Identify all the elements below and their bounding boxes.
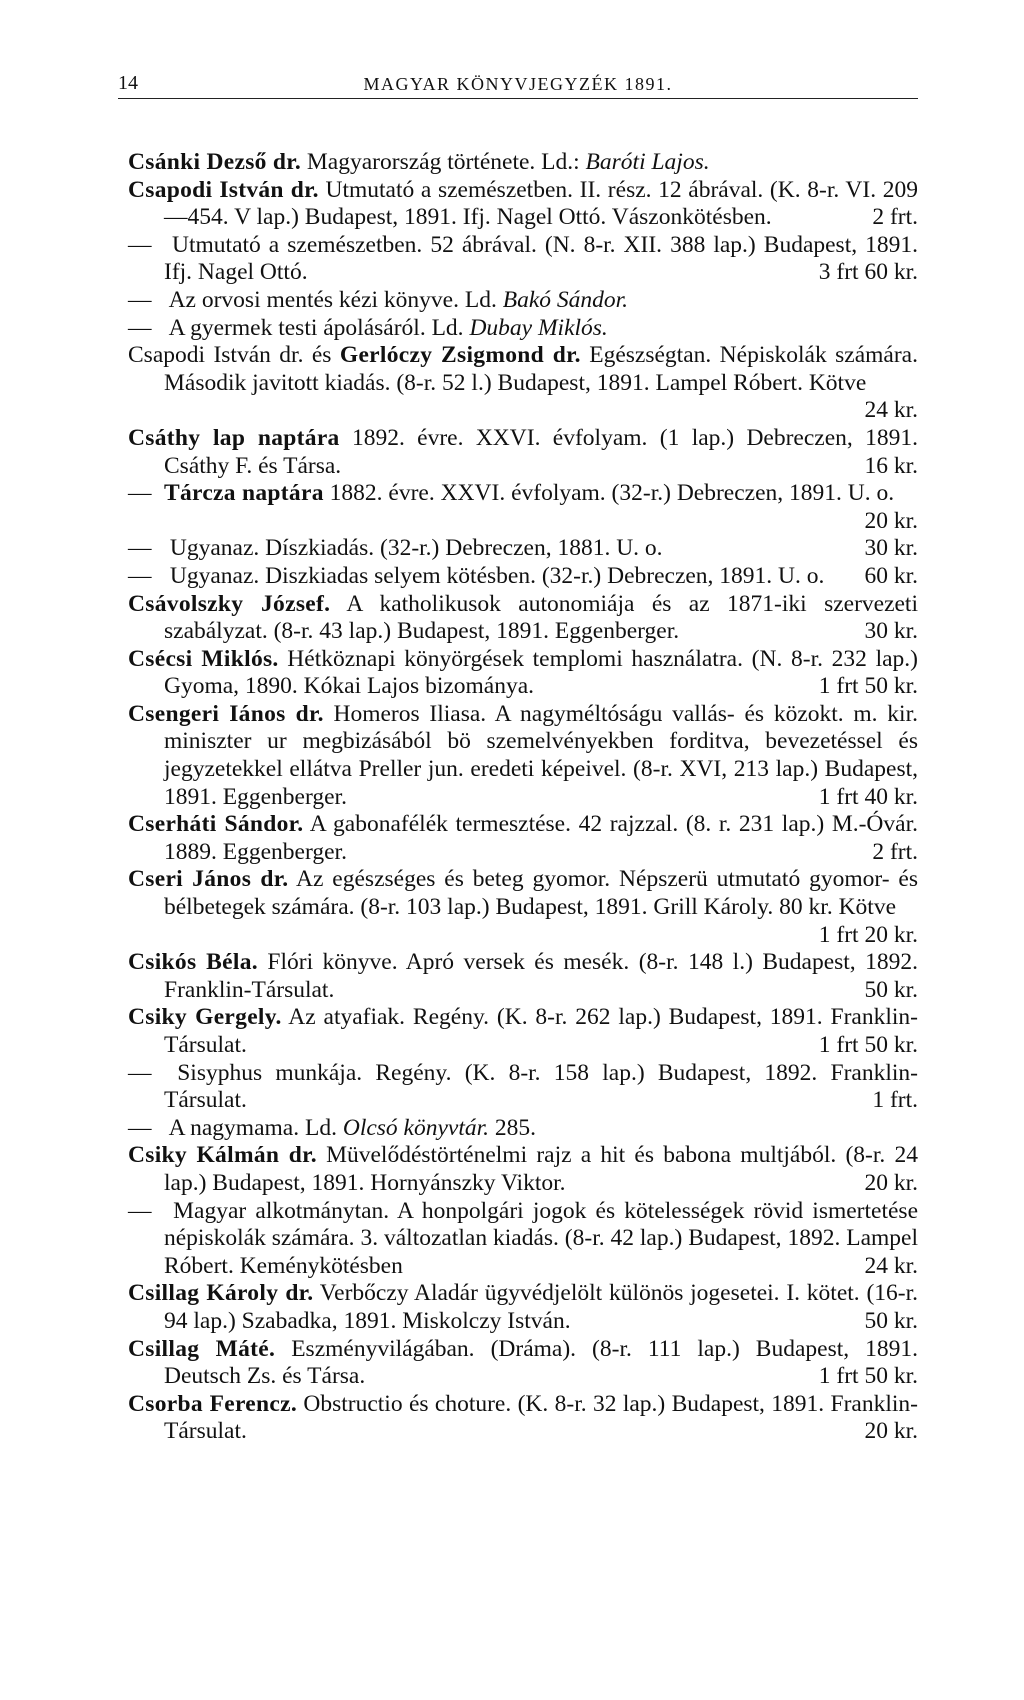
- repeat-dash: —: [128, 562, 152, 589]
- entry-author: Csapodi István dr.: [128, 342, 304, 369]
- list-item: [128, 1198, 918, 1281]
- entry-price: 60 kr.: [864, 562, 918, 589]
- entry-reference: Olcsó könyvtár.: [342, 1114, 490, 1141]
- entry-text: Flóri könyve. Apró versek és mesék. (8-r. 148 l.) Budapest, 1892. Franklin-Társulat.: [164, 949, 919, 1003]
- list-item: [128, 1336, 918, 1391]
- list-item: [128, 1280, 918, 1335]
- entry-text: Az atyafiak. Regény. (K. 8-r. 262 lap.) Budapest, 1891. Franklin-Társulat.: [164, 1004, 918, 1058]
- running-head: [118, 58, 918, 99]
- entry-author: Csorba Ferencz.: [128, 1390, 298, 1417]
- entry-text: Utmutató a szemészetben. 52 ábrával. (N. 8-r. XII. 388 lap.) Budapest, 1891. Ifj. Nagel Ottó.: [164, 231, 918, 286]
- entry-author: Csapodi István dr.: [128, 176, 319, 203]
- list-item: [128, 1060, 918, 1115]
- entry-text: Obstructio és choture. (K. 8-r. 32 lap.) Budapest, 1891. Franklin-Társulat.: [164, 1390, 918, 1445]
- entry-price: 1 frt 40 kr.: [818, 783, 918, 810]
- entry-author: Csiky Gergely.: [128, 1004, 282, 1031]
- entry-author: Csiky Kálmán dr.: [128, 1142, 317, 1169]
- repeat-dash: —: [128, 286, 152, 313]
- entry-tail: 285.: [489, 1114, 537, 1141]
- repeat-dash: —: [128, 480, 152, 507]
- entry-text: Homeros Iliasa. A nagyméltóságu vallás- és közokt. m. kir. miniszter ur megbizásából bö szemelvényekben forditva, bevezetéssel és jegyzetekkel ellátva Preller jun. eredeti képeivel. (8-r. XVI, 213 lap.) Budapest, 1891. Eggenberger.: [164, 700, 918, 810]
- list-item: [128, 287, 918, 315]
- entry-author: Csáthy lap naptára: [128, 424, 340, 451]
- entry-price: 50 kr.: [864, 976, 918, 1003]
- entry-price: 2 frt.: [872, 838, 918, 865]
- list-item: [128, 425, 918, 480]
- entry-text: Sisyphus munkája. Regény. (K. 8-r. 158 lap.) Budapest, 1892. Franklin-Társulat.: [164, 1059, 918, 1114]
- entry-text: A gyermek testi ápolásáról. Ld.: [164, 314, 470, 341]
- entry-price: 2 frt.: [872, 204, 918, 231]
- list-item: [128, 1142, 918, 1197]
- entry-price: 30 kr.: [864, 618, 918, 645]
- entry-price: 20 kr.: [864, 1169, 918, 1196]
- entry-text: Eszményvilágában. (Dráma). (8-r. 111 lap.) Budapest, 1891. Deutsch Zs. és Társa.: [164, 1335, 919, 1390]
- list-item: [128, 701, 918, 811]
- list-item: [128, 342, 918, 425]
- entry-price: 24 kr.: [864, 397, 918, 424]
- entry-price: 3 frt 60 kr.: [818, 259, 918, 286]
- entry-text: A katholikusok autonomiája és az 1871-iki szervezeti szabályzat. (8-r. 43 lap.) Budapest, 1891. Eggenberger.: [164, 590, 918, 645]
- entry-reference: Baróti Lajos.: [585, 149, 710, 175]
- repeat-dash: —: [128, 231, 152, 258]
- entry-text: Az egészséges és beteg gyomor. Népszerü utmutató gyomor- és bélbetegek számára. (8-r. 103 lap.) Budapest, 1891. Grill Károly. 80 kr. Kötve: [164, 866, 918, 921]
- entry-text: Magyarország története. Ld.:: [301, 149, 586, 175]
- entry-text: Hétköznapi könyörgések templomi használatra. (N. 8-r. 232 lap.) Gyoma, 1890. Kókai Lajos bizománya.: [164, 645, 919, 700]
- entry-price: 50 kr.: [864, 1307, 918, 1334]
- list-item: [128, 1004, 918, 1059]
- entry-text: 1892. évre. XXVI. évfolyam. (1 lap.) Debreczen, 1891. Csáthy F. és Társa.: [164, 424, 919, 479]
- entry-author: Cseri János dr.: [128, 866, 289, 893]
- entry-author: Csávolszky József.: [128, 590, 331, 617]
- entry-text: Verbőczy Aladár ügyvédjelölt különös jogesetei. I. kötet. (16-r. 94 lap.) Szabadka, 1891. Miskolczy István.: [164, 1280, 918, 1334]
- header-title: MAGYAR KÖNYVJEGYZÉK 1891.: [363, 74, 673, 94]
- list-item: [128, 480, 918, 535]
- entry-author: Tárcza naptára: [164, 480, 324, 507]
- list-item: [128, 177, 918, 232]
- entry-price: 20 kr.: [864, 507, 918, 534]
- entry-author-2: Gerlóczy Zsigmond dr.: [339, 342, 581, 369]
- entry-text-2: Egészségtan. Népiskolák számára. Második javitott kiadás. (8-r. 52 l.) Budapest, 1891. Lampel Róbert. Kötve: [164, 342, 918, 396]
- entry-price: 1 frt 20 kr.: [818, 921, 918, 948]
- entry-author: Csillag Máté.: [128, 1335, 276, 1362]
- entry-price: 1 frt.: [872, 1087, 918, 1114]
- book-page: [118, 58, 918, 1446]
- entry-reference: Dubay Miklós.: [469, 314, 608, 341]
- page-number: 14: [118, 72, 138, 94]
- entry-price: 1 frt 50 kr.: [818, 673, 918, 700]
- repeat-dash: —: [128, 314, 152, 341]
- entry-text: Ugyanaz. Diszkiadas selyem kötésben. (32-r.) Debreczen, 1891. U. o.: [164, 562, 825, 589]
- list-item: [128, 646, 918, 701]
- entry-reference: Bakó Sándor.: [502, 286, 629, 313]
- repeat-dash: —: [128, 535, 152, 562]
- entry-price: 20 kr.: [864, 1418, 918, 1445]
- entry-text: A gabonafélék termesztése. 42 rajzzal. (8. r. 231 lap.) M.-Óvár. 1889. Eggenberger.: [164, 811, 918, 865]
- entry-text: 1882. évre. XXVI. évfolyam. (32-r.) Debreczen, 1891. U. o.: [323, 480, 895, 507]
- repeat-dash: —: [128, 1059, 152, 1086]
- list-item: [128, 535, 918, 563]
- repeat-dash: —: [128, 1114, 152, 1141]
- list-item: [128, 811, 918, 866]
- entry-text: Utmutató a szemészetben. II. rész. 12 ábrával. (K. 8-r. VI. 209—454. V lap.) Budapest, 1891. Ifj. Nagel Ottó. Vászonkötésben.: [164, 176, 918, 231]
- entry-list: [128, 149, 918, 1446]
- entry-text: Ugyanaz. Díszkiadás. (32-r.) Debreczen, 1881. U. o.: [164, 535, 663, 562]
- entry-text: A nagymama. Ld.: [164, 1114, 343, 1141]
- list-item: [128, 563, 918, 591]
- list-item: [128, 232, 918, 287]
- entry-text: Müvelődéstörténelmi rajz a hit és babona multjából. (8-r. 24 lap.) Budapest, 1891. Hornyánszky Viktor.: [164, 1142, 918, 1196]
- entry-price: 1 frt 50 kr.: [818, 1363, 918, 1390]
- entry-price: 1 frt 50 kr.: [818, 1032, 918, 1058]
- entry-price: 30 kr.: [864, 535, 918, 562]
- entry-text: Az orvosi mentés kézi könyve. Ld.: [164, 286, 503, 313]
- entry-price: 16 kr.: [864, 452, 918, 479]
- entry-author: Csánki Dezső dr.: [128, 149, 302, 175]
- list-item: [128, 866, 918, 949]
- entry-text: Magyar alkotmánytan. A honpolgári jogok és kötelességek rövid ismertetése népiskolák számára. 3. változatlan kiadás. (8-r. 42 lap.) Budapest, 1892. Lampel Róbert. Keménykötésben: [164, 1197, 918, 1279]
- list-item: [128, 315, 918, 343]
- list-item: [128, 591, 918, 646]
- entry-author: Cserháti Sándor.: [128, 811, 304, 838]
- list-item: [128, 949, 918, 1004]
- entry-author: Csengeri Iános dr.: [128, 700, 324, 727]
- list-item: [128, 149, 918, 177]
- repeat-dash: —: [128, 1197, 152, 1224]
- list-item: [128, 1391, 918, 1446]
- entry-text: és: [303, 342, 340, 369]
- entry-author: Csikós Béla.: [128, 949, 258, 976]
- entry-author: Csécsi Miklós.: [128, 645, 279, 672]
- list-item: [128, 1115, 918, 1143]
- entry-author: Csillag Károly dr.: [128, 1280, 314, 1307]
- entry-price: 24 kr.: [864, 1252, 918, 1279]
